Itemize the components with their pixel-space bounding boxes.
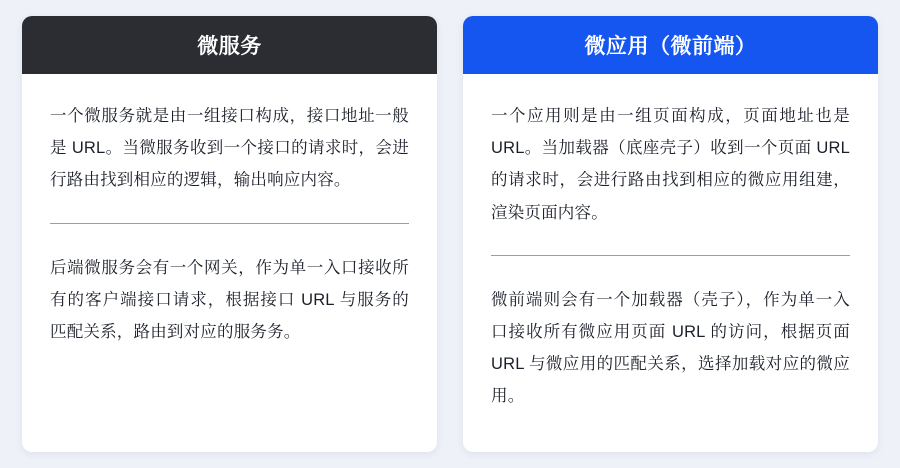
paragraph-loader: 微前端则会有一个加载器（壳子），作为单一入口接收所有微应用页面 URL 的访问，根据页面 URL 与微应用的匹配关系，选择加载对应的微应用。 (491, 290, 850, 406)
body-spacer (50, 348, 409, 428)
paragraph-definition: 一个应用则是由一组页面构成，页面地址也是 URL。当加载器（底座壳子）收到一个页面 URL 的请求时，会进行路由找到相应的微应用组建，渲染页面内容。 (491, 107, 850, 222)
card-header-microapp: 微应用（微前端） (463, 16, 878, 74)
card-microapp (463, 16, 878, 452)
card-microservice (22, 16, 437, 452)
card-body-microapp (463, 74, 878, 452)
section-divider (50, 223, 409, 224)
paragraph-definition: 一个微服务就是由一组接口构成，接口地址一般是 URL。当微服务收到一个接口的请求时，会进行路由找到相应的逻辑，输出响应内容。 (50, 107, 409, 190)
card-header-microservice: 微服务 (22, 16, 437, 74)
section-divider (491, 255, 850, 256)
card-body-microservice (22, 74, 437, 452)
body-spacer (491, 412, 850, 428)
paragraph-gateway: 后端微服务会有一个网关，作为单一入口接收所有的客户端接口请求，根据接口 URL 与服务的匹配关系，路由到对应的服务务。 (50, 258, 409, 341)
